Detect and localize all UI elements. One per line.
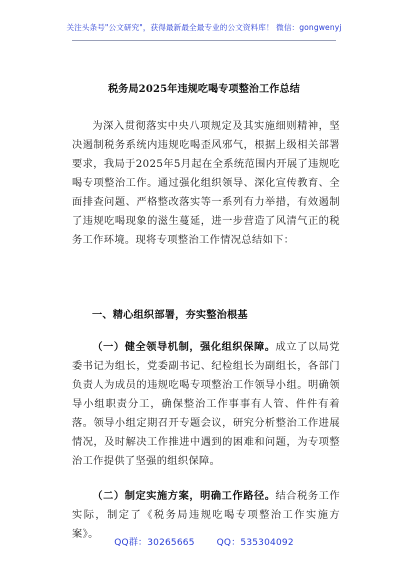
intro-paragraph: 为深入贯彻落实中央八项规定及其实施细则精神，坚决遏制税务系统内违规吃喝歪风邪气，根据上级相关部署要求，我局于2025年5月起在全系统范围内开展了违规吃喝专项整治工作。通过强化组织领导、深化宣传教育、全面排查问题、严格整改落实等一系列有力举措，有效遏制了违规吃喝现象的滋生蔓延，进一步营造了风清气正的税务工作环境。现将专项整治工作情况总结如下： bbox=[72, 121, 340, 246]
footer-qq: QQ：535304092 bbox=[216, 538, 294, 548]
paragraph-1 bbox=[72, 338, 340, 471]
header-divider bbox=[72, 40, 336, 41]
paragraph-2-lead: （二）制定实施方案，明确工作路径。 bbox=[92, 490, 276, 502]
header-banner: 关注头条号"公文研究"，获得最新最全最专业的公文资料库！ 微信：gongwenyj bbox=[66, 23, 342, 32]
paragraph-2-body: 结合税务工作实际，制定了《税务局违规吃喝专项整治工作实施方案》。 bbox=[72, 491, 340, 540]
section-heading-1: 一、精心组织部署，夯实整治根基 bbox=[92, 309, 248, 321]
paragraph-1-lead: （一）健全领导机制，强化组织保障。 bbox=[92, 341, 276, 353]
footer-contact bbox=[0, 535, 408, 548]
document-title: 税务局2025年违规吃喝专项整治工作总结 bbox=[108, 84, 300, 95]
paragraph-1-body: 成立了以局党委书记为组长，党委副书记、纪检组长为副组长，各部门负责人为成员的违规吃喝专项整治工作领导小组。明确领导小组职责分工，确保整治工作事事有人管、件件有着落。领导小组定期召开专题会议，研究分析整治工作进展情况，及时解决工作推进中遇到的困难和问题，为专项整治工作提供了坚强的组织保障。 bbox=[72, 342, 340, 467]
footer-qq-group: QQ群：30265665 bbox=[114, 538, 195, 548]
